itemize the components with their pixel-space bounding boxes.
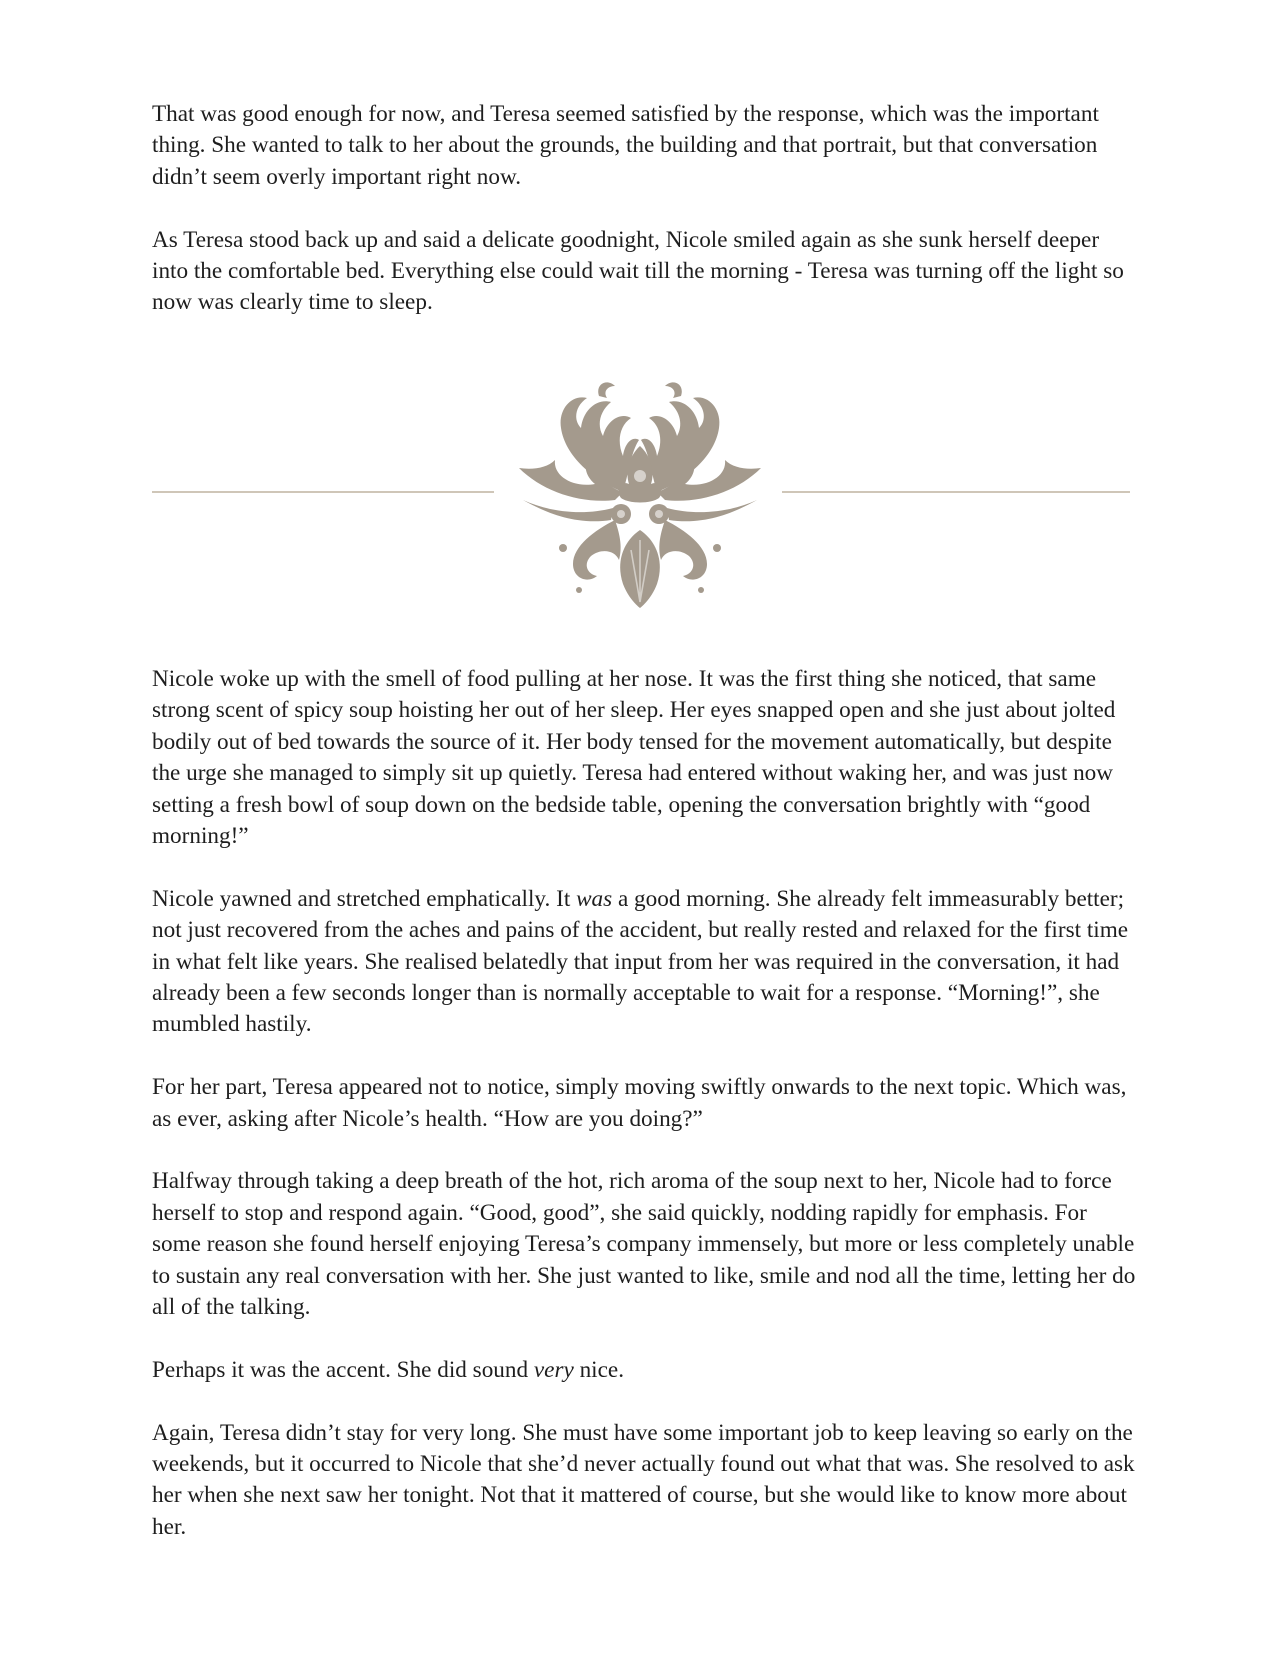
text-run: Perhaps it was the accent. She did sound — [152, 1356, 534, 1383]
divider-rule-right — [782, 491, 1130, 493]
text-run: Nicole yawned and stretched emphatically. It — [152, 885, 577, 912]
damask-ornament-icon — [503, 380, 777, 608]
paragraph — [152, 884, 1137, 1041]
text-run: a good morning. She already felt immeasurably better; not just recovered from the aches and pains of the accident, but really rested and relaxed for the first time in what felt like years. She realised belatedly that input from her was required in the conversation, it had already been a few seconds longer than is normally acceptable to wait for a response. “Morning!”, she mumbled hastily. — [152, 885, 1129, 1038]
paragraph: As Teresa stood back up and said a delicate goodnight, Nicole smiled again as she sunk herself deeper into the comfortable bed. Everything else could wait till the morning - Teresa was turning off the light so now was clearly time to sleep. — [152, 226, 1124, 316]
bottom-section — [152, 664, 1137, 1543]
section-divider — [152, 380, 1130, 610]
paragraph: For her part, Teresa appeared not to notice, simply moving swiftly onwards to the next topic. Which was, as ever, asking after Nicole’s health. “How are you doing?” — [152, 1074, 1127, 1132]
paragraph: Nicole woke up with the smell of food pulling at her nose. It was the first thing she noticed, that same strong scent of spicy soup hoisting her out of her sleep. Her eyes snapped open and she just about jolted bodily out of bed towards the source of it. Her body tensed for the movement automatically, but despite the urge she managed to simply sit up quietly. Teresa had entered without waking her, and was just now setting a fresh bowl of soup down on the bedside table, opening the conversation brightly with “good morning!” — [152, 666, 1116, 850]
emphasis: was — [576, 885, 613, 912]
paragraph: That was good enough for now, and Teresa seemed satisfied by the response, which was the important thing. She wanted to talk to her about the grounds, the building and that portrait, but that conversation didn’t seem overly important right now. — [152, 101, 1099, 190]
top-section — [152, 99, 1137, 319]
emphasis: very — [533, 1356, 574, 1383]
divider-rule-left — [152, 491, 494, 493]
paragraph — [152, 1355, 1137, 1386]
paragraph: Again, Teresa didn’t stay for very long. She must have some important job to keep leaving so early on the weekends, but it occurred to Nicole that she’d never actually found out what that was. She resolved to ask her when she next saw her tonight. Not that it mattered of course, but she would like to know more about her. — [152, 1419, 1135, 1540]
text-run: nice. — [573, 1356, 624, 1383]
paragraph: Halfway through taking a deep breath of the hot, rich aroma of the soup next to her, Nicole had to force herself to stop and respond again. “Good, good”, she said quickly, nodding rapidly for emphasis. For some reason she found herself enjoying Teresa’s company immensely, but more or less completely unable to sustain any real conversation with her. She just wanted to like, smile and nod all the time, letting her do all of the talking. — [152, 1168, 1136, 1321]
